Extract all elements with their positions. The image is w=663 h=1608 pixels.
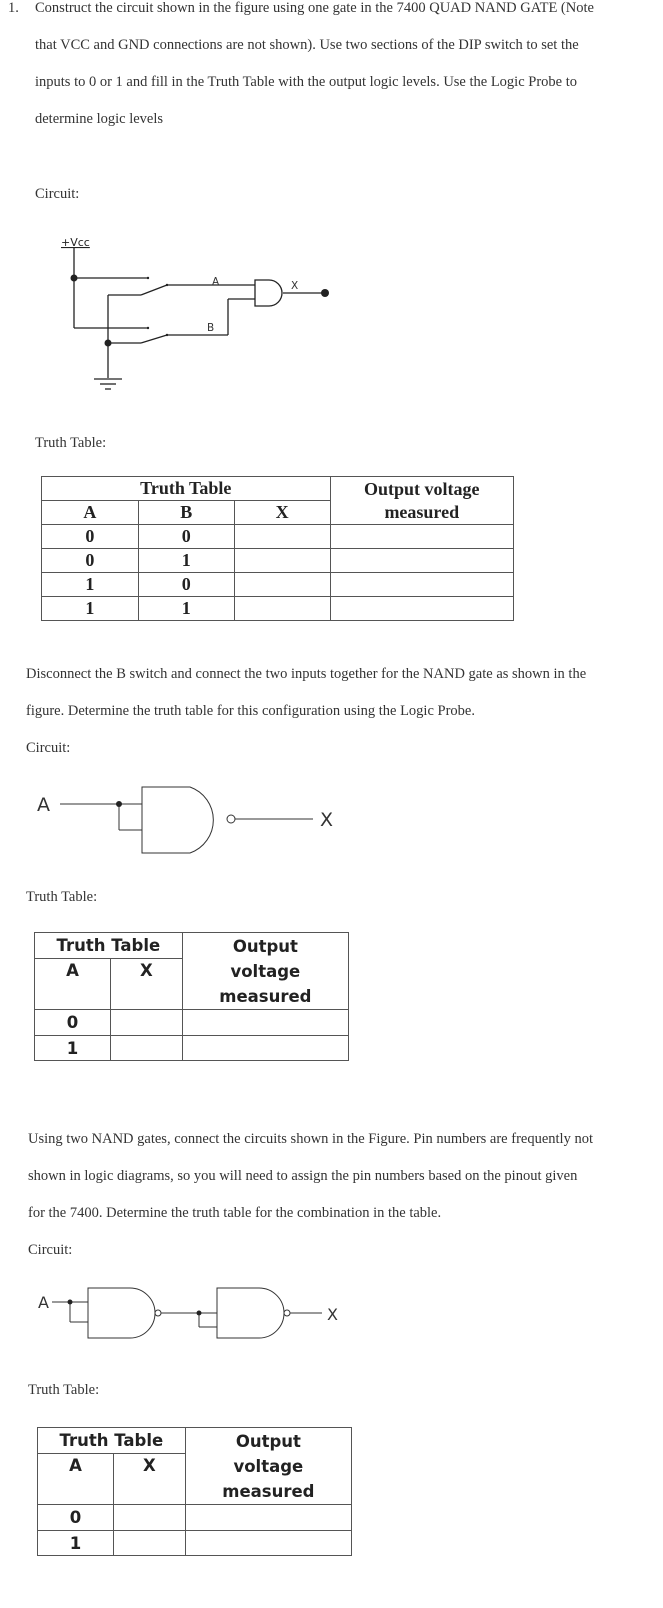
- table-title: Truth Table: [38, 1428, 186, 1454]
- cell-voltage: [182, 1036, 348, 1061]
- section1-circuit-diagram: [0, 0, 663, 410]
- section1-circuit-label: Circuit:: [35, 186, 80, 202]
- output-x-label: X: [320, 809, 334, 831]
- section3-circuit-label: Circuit:: [28, 1242, 73, 1258]
- cell-voltage: [185, 1531, 351, 1556]
- col-b-header: B: [138, 501, 234, 525]
- cell-x: [110, 1010, 182, 1036]
- table-row: [35, 1010, 349, 1036]
- cell-x: [110, 1036, 182, 1061]
- instruction-line: Using two NAND gates, connect the circuits shown in the Figure. Pin numbers are frequently not: [28, 1131, 593, 1147]
- section1-truth-table: [41, 476, 514, 621]
- instruction-line: Construct the circuit shown in the figure using one gate in the 7400 QUAD NAND GATE (Note: [35, 0, 594, 16]
- input-b-label: B: [207, 322, 215, 334]
- output-voltage-header: Output voltage measured: [185, 1428, 351, 1505]
- section2-circuit-diagram: [0, 770, 663, 870]
- section3-circuit-diagram: [0, 1280, 663, 1350]
- table-row: [38, 1505, 352, 1531]
- input-a-label: A: [212, 276, 220, 288]
- col-x-header: X: [113, 1454, 185, 1505]
- cell-x: [234, 573, 330, 597]
- instruction-line: Disconnect the B switch and connect the two inputs together for the NAND gate as shown in the: [26, 666, 587, 682]
- cell-voltage: [185, 1505, 351, 1531]
- instruction-line: figure. Determine the truth table for this configuration using the Logic Probe.: [26, 703, 475, 719]
- table-row: [42, 573, 514, 597]
- col-a-header: A: [42, 501, 139, 525]
- section3-truth-table-label: Truth Table:: [28, 1382, 100, 1398]
- col-a-header: A: [35, 959, 111, 1010]
- vcc-label: +Vcc: [61, 236, 90, 249]
- cell-a: 1: [35, 1036, 111, 1061]
- col-x-header: X: [234, 501, 330, 525]
- table-row: [35, 1036, 349, 1061]
- cell-x: [113, 1505, 185, 1531]
- cell-voltage: [182, 1010, 348, 1036]
- cell-voltage: [330, 525, 513, 549]
- cell-b: 1: [138, 597, 234, 621]
- cell-x: [113, 1531, 185, 1556]
- section2-instructions: [26, 656, 656, 730]
- cell-b: 1: [138, 549, 234, 573]
- cell-x: [234, 597, 330, 621]
- section3-truth-table: [37, 1427, 352, 1556]
- instruction-line: that VCC and GND connections are not shown). Use two sections of the DIP switch to set the: [35, 37, 579, 53]
- table-row: [42, 549, 514, 573]
- output-x-label: X: [327, 1305, 338, 1324]
- cell-a: 1: [38, 1531, 114, 1556]
- output-voltage-header: Output voltage measured: [182, 933, 348, 1010]
- table-row: [38, 1531, 352, 1556]
- section1-truth-table-label: Truth Table:: [35, 435, 107, 451]
- cell-voltage: [330, 573, 513, 597]
- cell-a: 0: [38, 1505, 114, 1531]
- col-x-header: X: [110, 959, 182, 1010]
- input-a-label: A: [37, 794, 50, 816]
- cell-a: 0: [42, 525, 139, 549]
- input-a-label: A: [38, 1293, 49, 1312]
- table-row: [42, 597, 514, 621]
- output-voltage-header: Output voltage measured: [330, 477, 513, 525]
- section2-truth-table-label: Truth Table:: [26, 889, 98, 905]
- cell-a: 0: [42, 549, 139, 573]
- table-title: Truth Table: [35, 933, 183, 959]
- cell-a: 1: [42, 573, 139, 597]
- instruction-line: for the 7400. Determine the truth table for the combination in the table.: [28, 1205, 442, 1221]
- cell-b: 0: [138, 573, 234, 597]
- instruction-line: inputs to 0 or 1 and fill in the Truth Table with the output logic levels. Use the Logic Probe to: [35, 74, 578, 90]
- instruction-line: determine logic levels: [35, 111, 164, 127]
- item-number: 1.: [8, 0, 19, 16]
- col-a-header: A: [38, 1454, 114, 1505]
- section3-instructions: [28, 1121, 658, 1232]
- section2-truth-table: [34, 932, 349, 1061]
- cell-x: [234, 549, 330, 573]
- cell-x: [234, 525, 330, 549]
- cell-voltage: [330, 549, 513, 573]
- table-row: [42, 525, 514, 549]
- table-title: Truth Table: [42, 477, 331, 501]
- cell-a: 0: [35, 1010, 111, 1036]
- output-x-label: X: [291, 280, 299, 292]
- cell-b: 0: [138, 525, 234, 549]
- instruction-line: shown in logic diagrams, so you will need to assign the pin numbers based on the pinout given: [28, 1168, 578, 1184]
- section2-circuit-label: Circuit:: [26, 740, 71, 756]
- cell-a: 1: [42, 597, 139, 621]
- cell-voltage: [330, 597, 513, 621]
